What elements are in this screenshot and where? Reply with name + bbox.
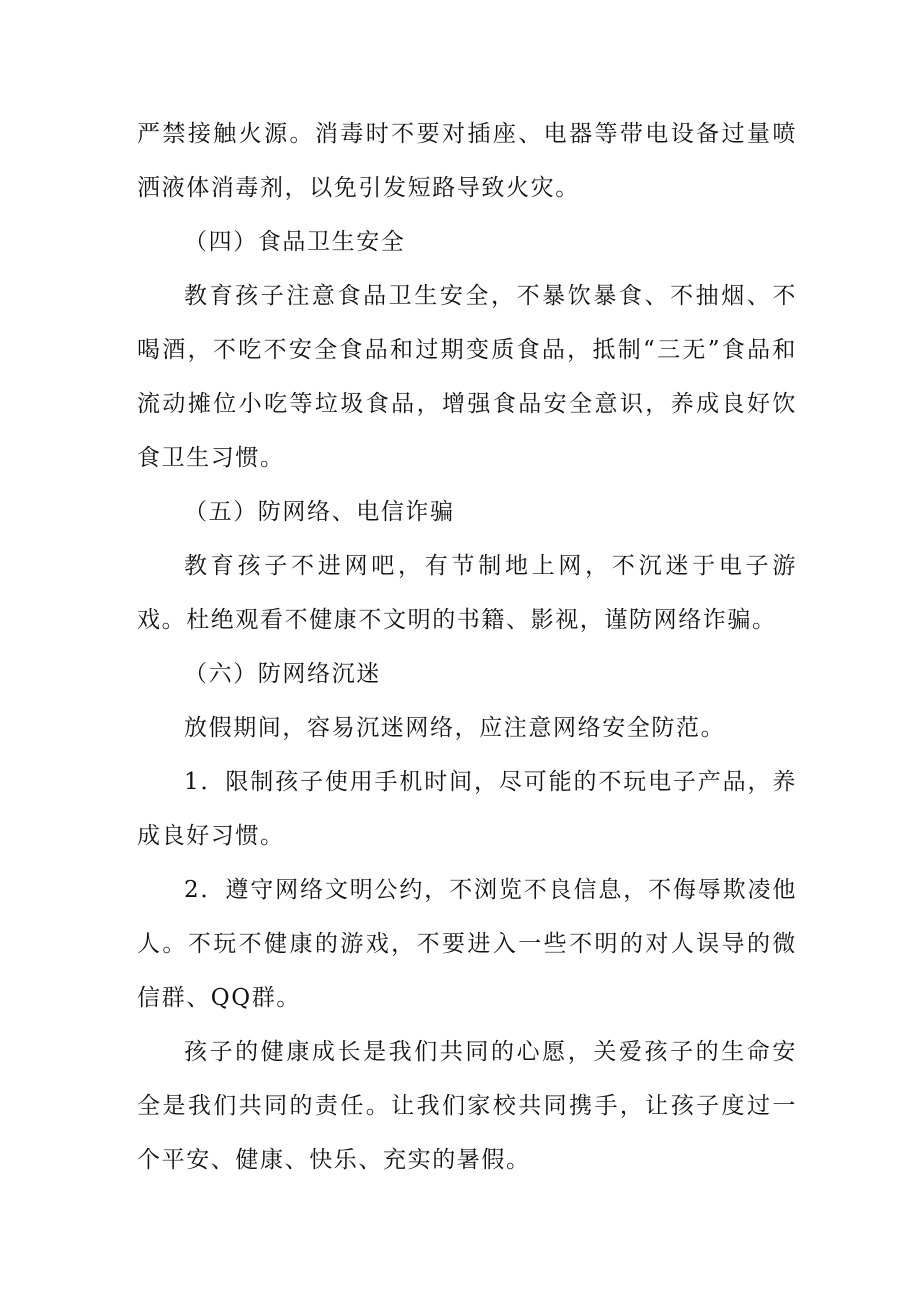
section-heading-fraud: （五）防网络、电信诈骗 <box>184 499 455 525</box>
section-heading-food-safety: （四）食品卫生安全 <box>184 229 406 255</box>
food-safety-paragraph: 教育孩子注意食品卫生安全，不暴饮暴食、不抽烟、不喝酒，不吃不安全食品和过期变质食品，抵制“三无”食品和流动摊位小吃等垃圾食品，增强食品安全意识，养成良好饮食卫生习惯。 <box>137 283 797 471</box>
document-body <box>137 107 797 1187</box>
closing-paragraph: 孩子的健康成长是我们共同的心愿，关爱孩子的生命安全是我们共同的责任。让我们家校共同携手，让孩子度过一个平安、健康、快乐、充实的暑假。 <box>137 1039 797 1173</box>
internet-addiction-item-2: 2．遵守网络文明公约，不浏览不良信息，不侮辱欺凌他人。不玩不健康的游戏，不要进入一些不明的对人误导的微信群、QQ群。 <box>137 877 797 1011</box>
section-heading-internet-addiction: （六）防网络沉迷 <box>184 661 381 687</box>
internet-addiction-item-1: 1．限制孩子使用手机时间，尽可能的不玩电子产品，养成良好习惯。 <box>137 769 797 849</box>
continuation-paragraph: 严禁接触火源。消毒时不要对插座、电器等带电设备过量喷洒液体消毒剂，以免引发短路导致火灾。 <box>137 121 797 201</box>
internet-addiction-intro: 放假期间，容易沉迷网络，应注意网络安全防范。 <box>184 715 726 741</box>
fraud-paragraph: 教育孩子不进网吧，有节制地上网，不沉迷于电子游戏。杜绝观看不健康不文明的书籍、影视，谨防网络诈骗。 <box>137 553 797 633</box>
